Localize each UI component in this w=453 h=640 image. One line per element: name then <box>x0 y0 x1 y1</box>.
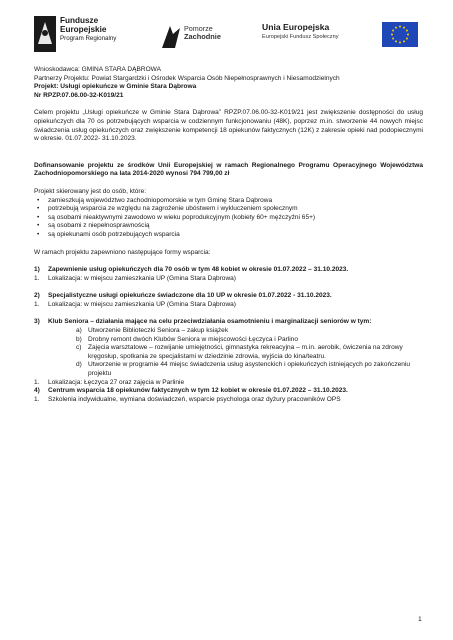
fundusze-europejskie-logo <box>34 16 146 56</box>
list-item: c) Zajęcia warsztatowe – rozwijanie umiejętności, gimnastyka rekreacyjna – m.in. aerobik, ćwiczenia na zdrowy kręgosłup, spotkania ze specjalistami w dziedzinie zdrowia, wyjścia do kina/teatru. <box>76 344 403 360</box>
list-item: • są opiekunami osób potrzebujących wsparcia <box>34 231 423 240</box>
fe-logo-icon <box>34 16 56 52</box>
ue-logo <box>262 22 422 52</box>
project-title: Projekt: Usługi opiekuńcze w Gminie Stara Dąbrowa <box>34 83 197 91</box>
pom-line1: Pomorze <box>184 24 213 33</box>
project-number: Nr RPZP.07.06.00-32-K019/21 <box>34 91 124 99</box>
applicant: Wnioskodawca: GMINA STARA DĄBROWA <box>34 66 161 73</box>
list-item: d) Utworzenie w programie 44 miejsc świadczenia usług asystenckich i opiekuńczych istniejących po zakończeniu projektu <box>76 361 411 378</box>
target-list <box>34 197 423 240</box>
fe-line1: Fundusze <box>60 16 99 25</box>
page-number: 1 <box>418 616 422 623</box>
ue-subtitle: Europejski Fundusz Społeczny <box>262 34 339 40</box>
ue-title: Unia Europejska <box>262 22 330 32</box>
form-4-title: 4) Centrum wsparcia 18 opiekunów faktycznych w tym 12 kobiet w okresie 01.07.2022 – 31.10.2023. <box>34 387 348 395</box>
list-item: • są osobami z niepełnosprawnością <box>34 222 423 231</box>
form-1-title: 1) Zapewnienie usług opiekuńczych dla 70 osób w tym 48 kobiet w okresie 01.07.2022 – 31.10.2023. <box>34 266 349 274</box>
list-item: • potrzebują wsparcia ze względu na zagrożenie ubóstwem i wykluczeniem społecznym <box>34 205 423 214</box>
club-list <box>34 327 423 379</box>
form-3-location: 1. Lokalizacja: Łęczyca 27 oraz zajęcia w Parlinie <box>34 378 185 386</box>
intro-paragraph: Celem projektu „Usługi opiekuńcze w Gminie Stara Dąbrowa” RPZP.07.06.00-32-K019/21 jest zwiększenie dostępności do usług opiekuńczych dla 70 os potrzebujących wsparcia w codziennym funkcjonowaniu (48K), poprzez m.in. stworzenie 44 nowych miejsc świadczenia usług opiekuńczych oraz zwiększenie kompetencji 18 opiekunów faktycznych (12K) z zakresie opieki nad podopiecznymi w okresie. 01.07.2022- 31.10.2023. <box>34 109 423 143</box>
fe-line2: Europejskie <box>60 25 107 35</box>
list-item: a) Utworzenie Biblioteczki Seniora – zakup książek <box>76 327 229 335</box>
partners: Partnerzy Projektu: Powiat Stargardzki i Ośrodek Wsparcia Osób Niepełnosprawnych i Niesamodzielnych <box>34 74 340 82</box>
form-4-item: 1. Szkolenia indywidualne, wymiana doświadczeń, wsparcie psychologa oraz dyżury pracowników OPS <box>34 395 341 403</box>
fe-line3: Program Regionalny <box>60 34 117 42</box>
form-3-title: 3) Klub Seniora – działania mające na celu przeciwdziałania osamotnieniu i marginalizacji seniorów w tym: <box>34 318 372 326</box>
list-item: b) Drobny remont dwóch Klubów Seniora w miejscowości Łęczyca i Parlino <box>76 335 298 343</box>
form-2-location: 1. Lokalizacja: w miejscu zamieszkania UP (Gmina Stara Dąbrowa) <box>34 300 236 308</box>
document-body <box>34 66 423 404</box>
forms-intro: W ramach projektu zapewniono następujące formy wsparcia: <box>34 248 211 256</box>
eu-flag-icon <box>382 22 418 47</box>
pomorze-zachodnie-logo <box>160 22 230 52</box>
pom-line2: Zachodnie <box>184 32 221 42</box>
target-intro: Projekt skierowany jest do osób, które: <box>34 187 147 195</box>
funding-paragraph: Dofinansowanie projektu ze środków Unii Europejskiej w ramach Regionalnego Programu Operacyjnego Województwa Zachodniopomorskiego na lata 2014-2020 wynosi 794 799,00 zł <box>34 161 423 178</box>
list-item: • zamieszkują województwo zachodniopomorskie w tym Gminę Stara Dąbrowa <box>34 197 423 206</box>
form-2-title: 2) Specjalistyczne usługi opiekuńcze świadczone dla 10 UP w okresie 01.07.2022 - 31.10.2023. <box>34 292 332 300</box>
logo-bar <box>0 14 453 58</box>
list-item: • są osobami nieaktywnymi zawodowo w wieku poprodukcyjnym (kobiety 60+ mężczyźni 65+) <box>34 214 423 223</box>
form-1-location: 1. Lokalizacja: w miejscu zamieszkania UP (Gmina Stara Dąbrowa) <box>34 274 236 282</box>
pomorze-logo-icon <box>160 22 182 50</box>
